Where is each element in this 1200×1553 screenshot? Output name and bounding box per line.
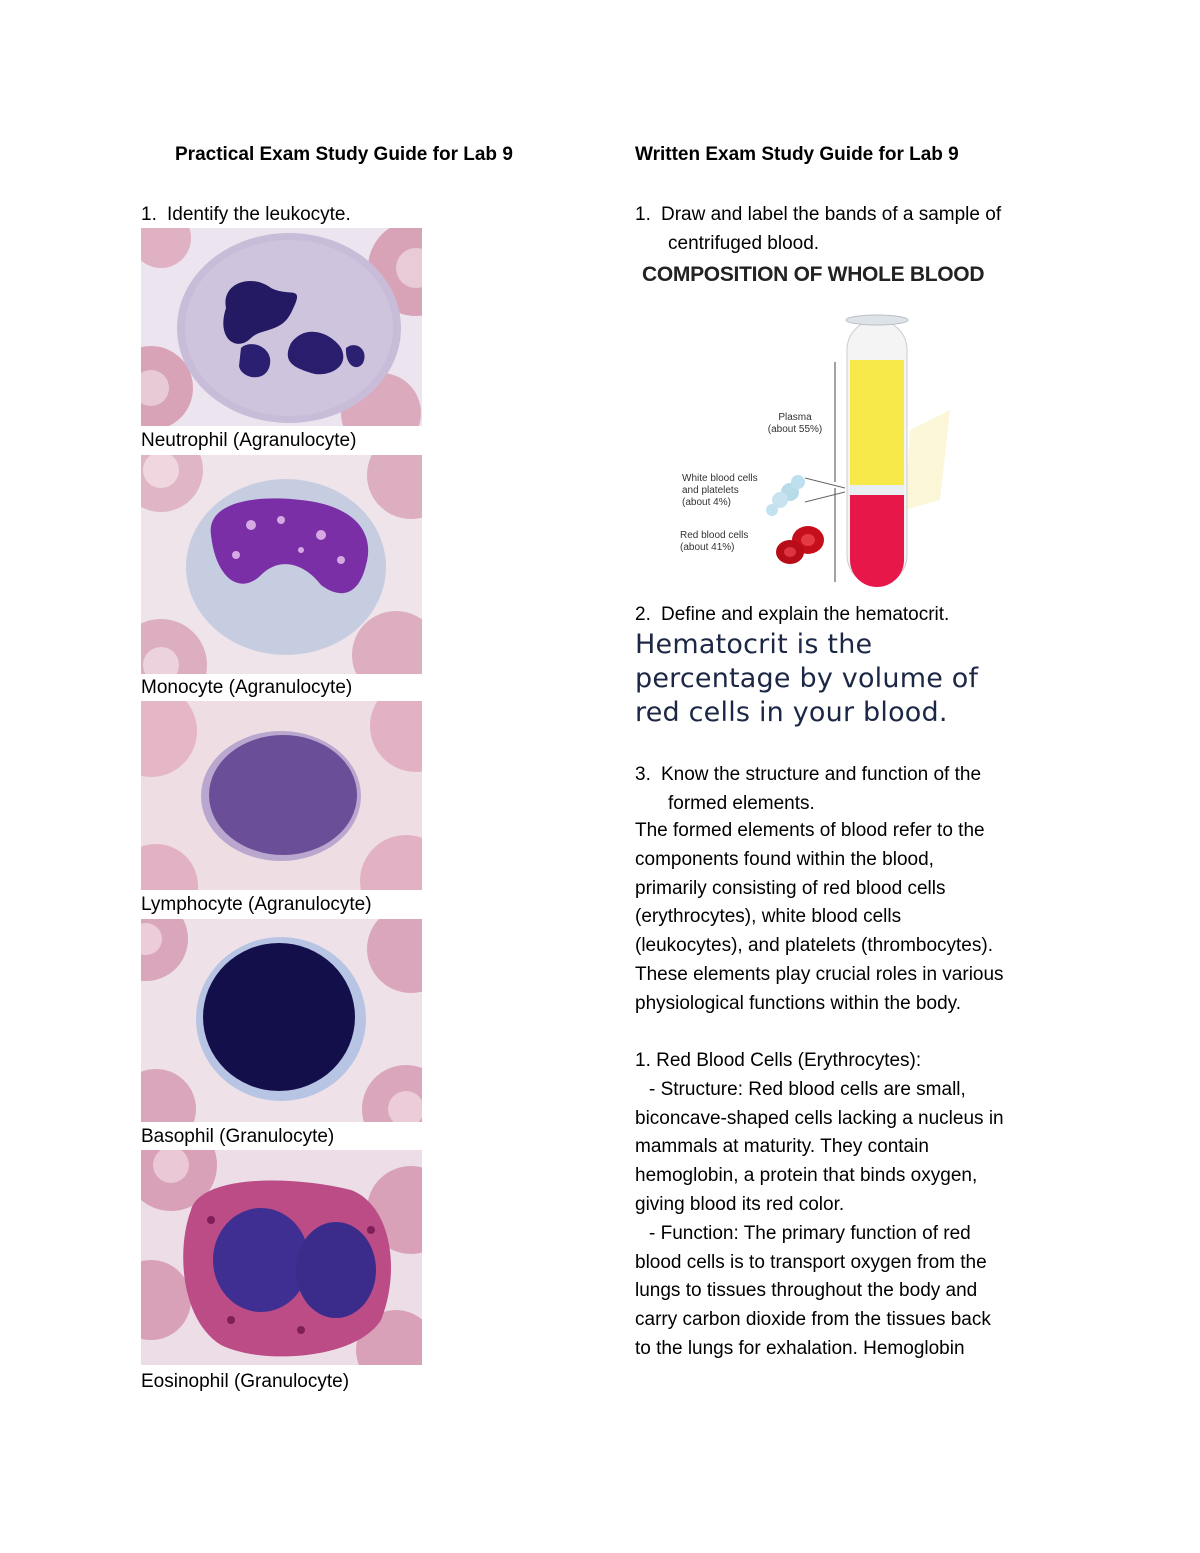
question-text-continued: formed elements. [668,793,815,814]
practical-exam-heading: Practical Exam Study Guide for Lab 9 [175,144,513,165]
rbc-heading: 1. Red Blood Cells (Erythrocytes): [635,1050,922,1071]
neutrophil-micrograph-icon [141,228,422,426]
question-number: 3. [635,764,651,785]
question-text: Know the structure and function of the [661,764,982,785]
question-number: 1. [141,204,157,225]
lymphocyte-micrograph-icon [141,701,422,890]
formed-elements-question [635,760,1065,818]
monocyte-micrograph-icon [141,455,422,674]
basophil-caption: Basophil (Granulocyte) [141,1126,335,1147]
basophil-micrograph-image [141,919,422,1122]
question-text: Draw and label the bands of a sample of [661,204,1002,225]
blood-composition-figure [640,260,1000,590]
wbc-label: White blood cells and platelets (about 4%) [682,473,758,508]
hematocrit-definition: Hematocrit is the percentage by volume of red cells in your blood. [635,629,979,728]
basophil-micrograph-icon [141,919,422,1122]
plasma-label: Plasma (about 55%) [767,412,823,435]
formed-elements-paragraph: The formed elements of blood refer to the components found within the blood, primarily consisting of red blood cells (erythrocytes), white blood cells (leukocytes), and platelets (thrombocytes). These elements play crucial roles in various physiological functions within the body. [635,820,1004,1014]
question-text-continued: centrifuged blood. [668,233,820,254]
rbc-section: 1. Red Blood Cells (Erythrocytes): - Structure: Red blood cells are small, biconcave-shaped cells lacking a nucleus in mammals at maturity. They contain hemoglobin, a protein that binds oxygen, giving blood its red color. - Function: The primary function of red blood cells is to transport oxygen from the lungs to tissues throughout the body and carry carbon dioxide from the tissues back to the lungs for exhalation. Hemoglobin [635,1047,1065,1364]
neutrophil-micrograph-image [141,228,422,426]
question-text: Define and explain the hematocrit. [661,604,950,625]
question-number: 2. [635,604,651,625]
eosinophil-micrograph-image [141,1150,422,1365]
monocyte-micrograph-image [141,455,422,674]
rbc-label: Red blood cells (about 41%) [680,530,749,553]
figure-title: COMPOSITION OF WHOLE BLOOD [642,263,985,286]
centrifuge-question [635,200,1065,258]
written-exam-heading: Written Exam Study Guide for Lab 9 [635,144,959,165]
identify-question [141,200,351,229]
eosinophil-micrograph-icon [141,1150,422,1365]
lymphocyte-caption: Lymphocyte (Agranulocyte) [141,894,372,915]
hematocrit-question [635,600,949,629]
eosinophil-caption: Eosinophil (Granulocyte) [141,1371,350,1392]
question-number: 1. [635,204,651,225]
lymphocyte-micrograph-image [141,701,422,890]
question-text: Identify the leukocyte. [167,204,351,225]
monocyte-caption: Monocyte (Agranulocyte) [141,677,353,698]
neutrophil-caption: Neutrophil (Agranulocyte) [141,430,357,451]
